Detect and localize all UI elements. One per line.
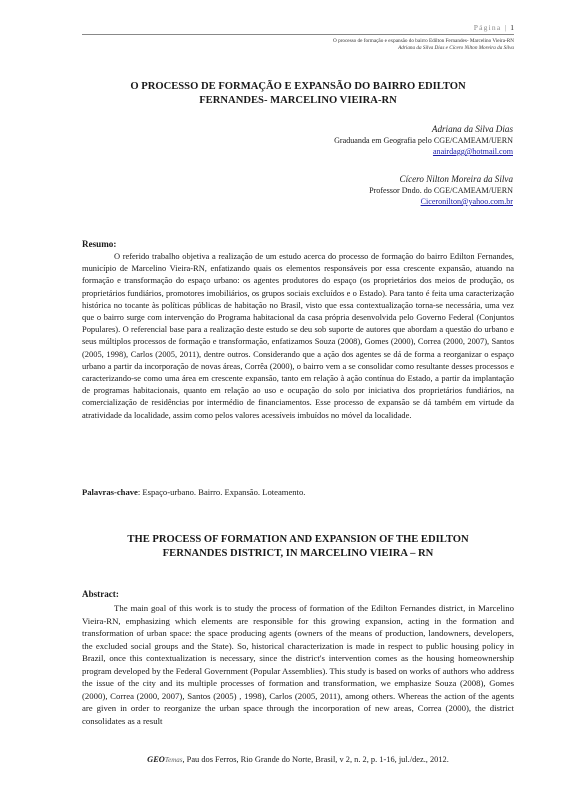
author-name: Adriana da Silva Dias [431,124,513,134]
abstract-text: The main goal of this work is to study the process of formation of the Edilton Fernandes district, in Marcelino Vieira-RN, emphasizing which elements are responsible for this growing expansion, acting in the formation and transformation of urban space: the space producing agents (owners of the means of production, landowners, developers, the excluded social groups and the State). So, historical characterization is made in respect to public housing policy in Brazil, once this contextualization is necessary, since the district's intervention comes as the housing homeownership program developed by the Federal Government (Popular Assemblies). This study is based on works of authors who address the issue of the city and its multiple processes of formation and transformation, we emphasize Souza (2008), Gomes (2000), Correa (2000, 2007), Santos (2005) , 1998), Carlos (2005, 2011), among others. Whereas the action of the agents are given in order to reorganize the urban space through the incorporation of new areas, Correa (2000), the district consolidates as a result [82,603,514,726]
page-number-header: Página | 1 [473,23,514,32]
running-authors: Adriana da Silva Dias e Cícero Nilton Moreira da Silva [398,45,514,51]
author-affiliation: Graduanda em Geografia pelo CGE/CAMEAM/UERN [334,136,513,145]
author-affiliation: Professor Dndo. do CGE/CAMEAM/UERN [369,186,513,195]
title-en-line-1: THE PROCESS OF FORMATION AND EXPANSION OF THE EDILTON [127,534,469,545]
author-block-1 [334,124,513,157]
keywords-label: Palavras-chave [82,487,138,497]
title-english [82,533,514,561]
footer-text: , Pau dos Ferros, Rio Grande do Norte, Brasil, v 2, n. 2, p. 1-16, jul./dez., 2012. [182,755,449,764]
resumo-heading: Resumo: [82,239,117,249]
keywords-text: : Espaço-urbano. Bairro. Expansão. Loteamento. [137,487,306,497]
journal-logo-geo: GEO [147,755,165,764]
page-number: 1 [510,23,514,32]
journal-logo [147,755,182,764]
author-email-link[interactable]: Ciceronilton@yahoo.com.br [420,197,513,206]
title-portuguese [82,80,514,108]
title-en-line-2: FERNANDES DISTRICT, IN MARCELINO VIEIRA – RN [162,548,434,559]
author-block-2 [369,174,513,207]
footer-citation [82,755,514,764]
abstract-heading: Abstract: [82,589,119,599]
author-name: Cícero Nilton Moreira da Silva [399,174,513,184]
keywords-line [82,487,305,497]
page-word: Página [473,23,502,32]
author-email-link[interactable]: anairdagg@hotmail.com [432,147,513,156]
title-pt-line-1: O PROCESSO DE FORMAÇÃO E EXPANSÃO DO BAIRRO EDILTON [130,81,466,92]
journal-logo-temas: Temas [164,756,183,764]
resumo-text: O referido trabalho objetiva a realização de um estudo acerca do processo de formação do bairro Edilton Fernandes, município de Marcelino Vieira-RN, enfatizando quais os elementos responsáveis por essa crescente expansão, atuando na formação e transformação do espaço urbano: os agentes produtores do espaço (os proprietários dos meios de produção, os proprietários fundiários, promotores imobiliários, os grupos sociais excluídos e o Estado). Para tanto é feita uma caracterização histórica no tocante às políticas públicas de habitação no Brasil, visto que essa contextualização torna-se necessária, uma vez que o bairro surge com intervenção do Programa habitacional da casa própria desenvolvida pelo Governo Federal (Conjuntos Populares). O referencial base para a realização deste estudo se deu sob suporte de autores que abordam a questão do urbano e seus múltiplos processos de formação e transformação, enfatizamos Souza (2008), Gomes (2000), Correa (2000, 2007), Santos (2005, 1998), Carlos (2005, 2011), dentre outros. Considerando que a ação dos agentes se dá de forma a reorganizar o espaço urbano a partir da incorporação de novas áreas, Corrêa (2000), o bairro vem a se consolidar como resultante desses processos e caracterizando-se como uma área em crescente expansão, tanto em relação à ação contínua do Estado, a partir da implantação de programas habitacionais, quanto em relação ao uso e ocupação do solo por iniciativa dos proprietários fundiários, na comercialização de residências por intermédio de financiamentos. Esse processo de expansão se dá também em virtude da atratividade da localidade, assim como pelos valores acessíveis imbuídos no móvel da localidade. [82,251,514,420]
header-rule [82,34,514,35]
running-title: O processo de formação e expansão do bairro Edilton Fernandes- Marcelino Vieira-RN [333,38,514,44]
title-pt-line-2: FERNANDES- MARCELINO VIEIRA-RN [199,95,397,106]
